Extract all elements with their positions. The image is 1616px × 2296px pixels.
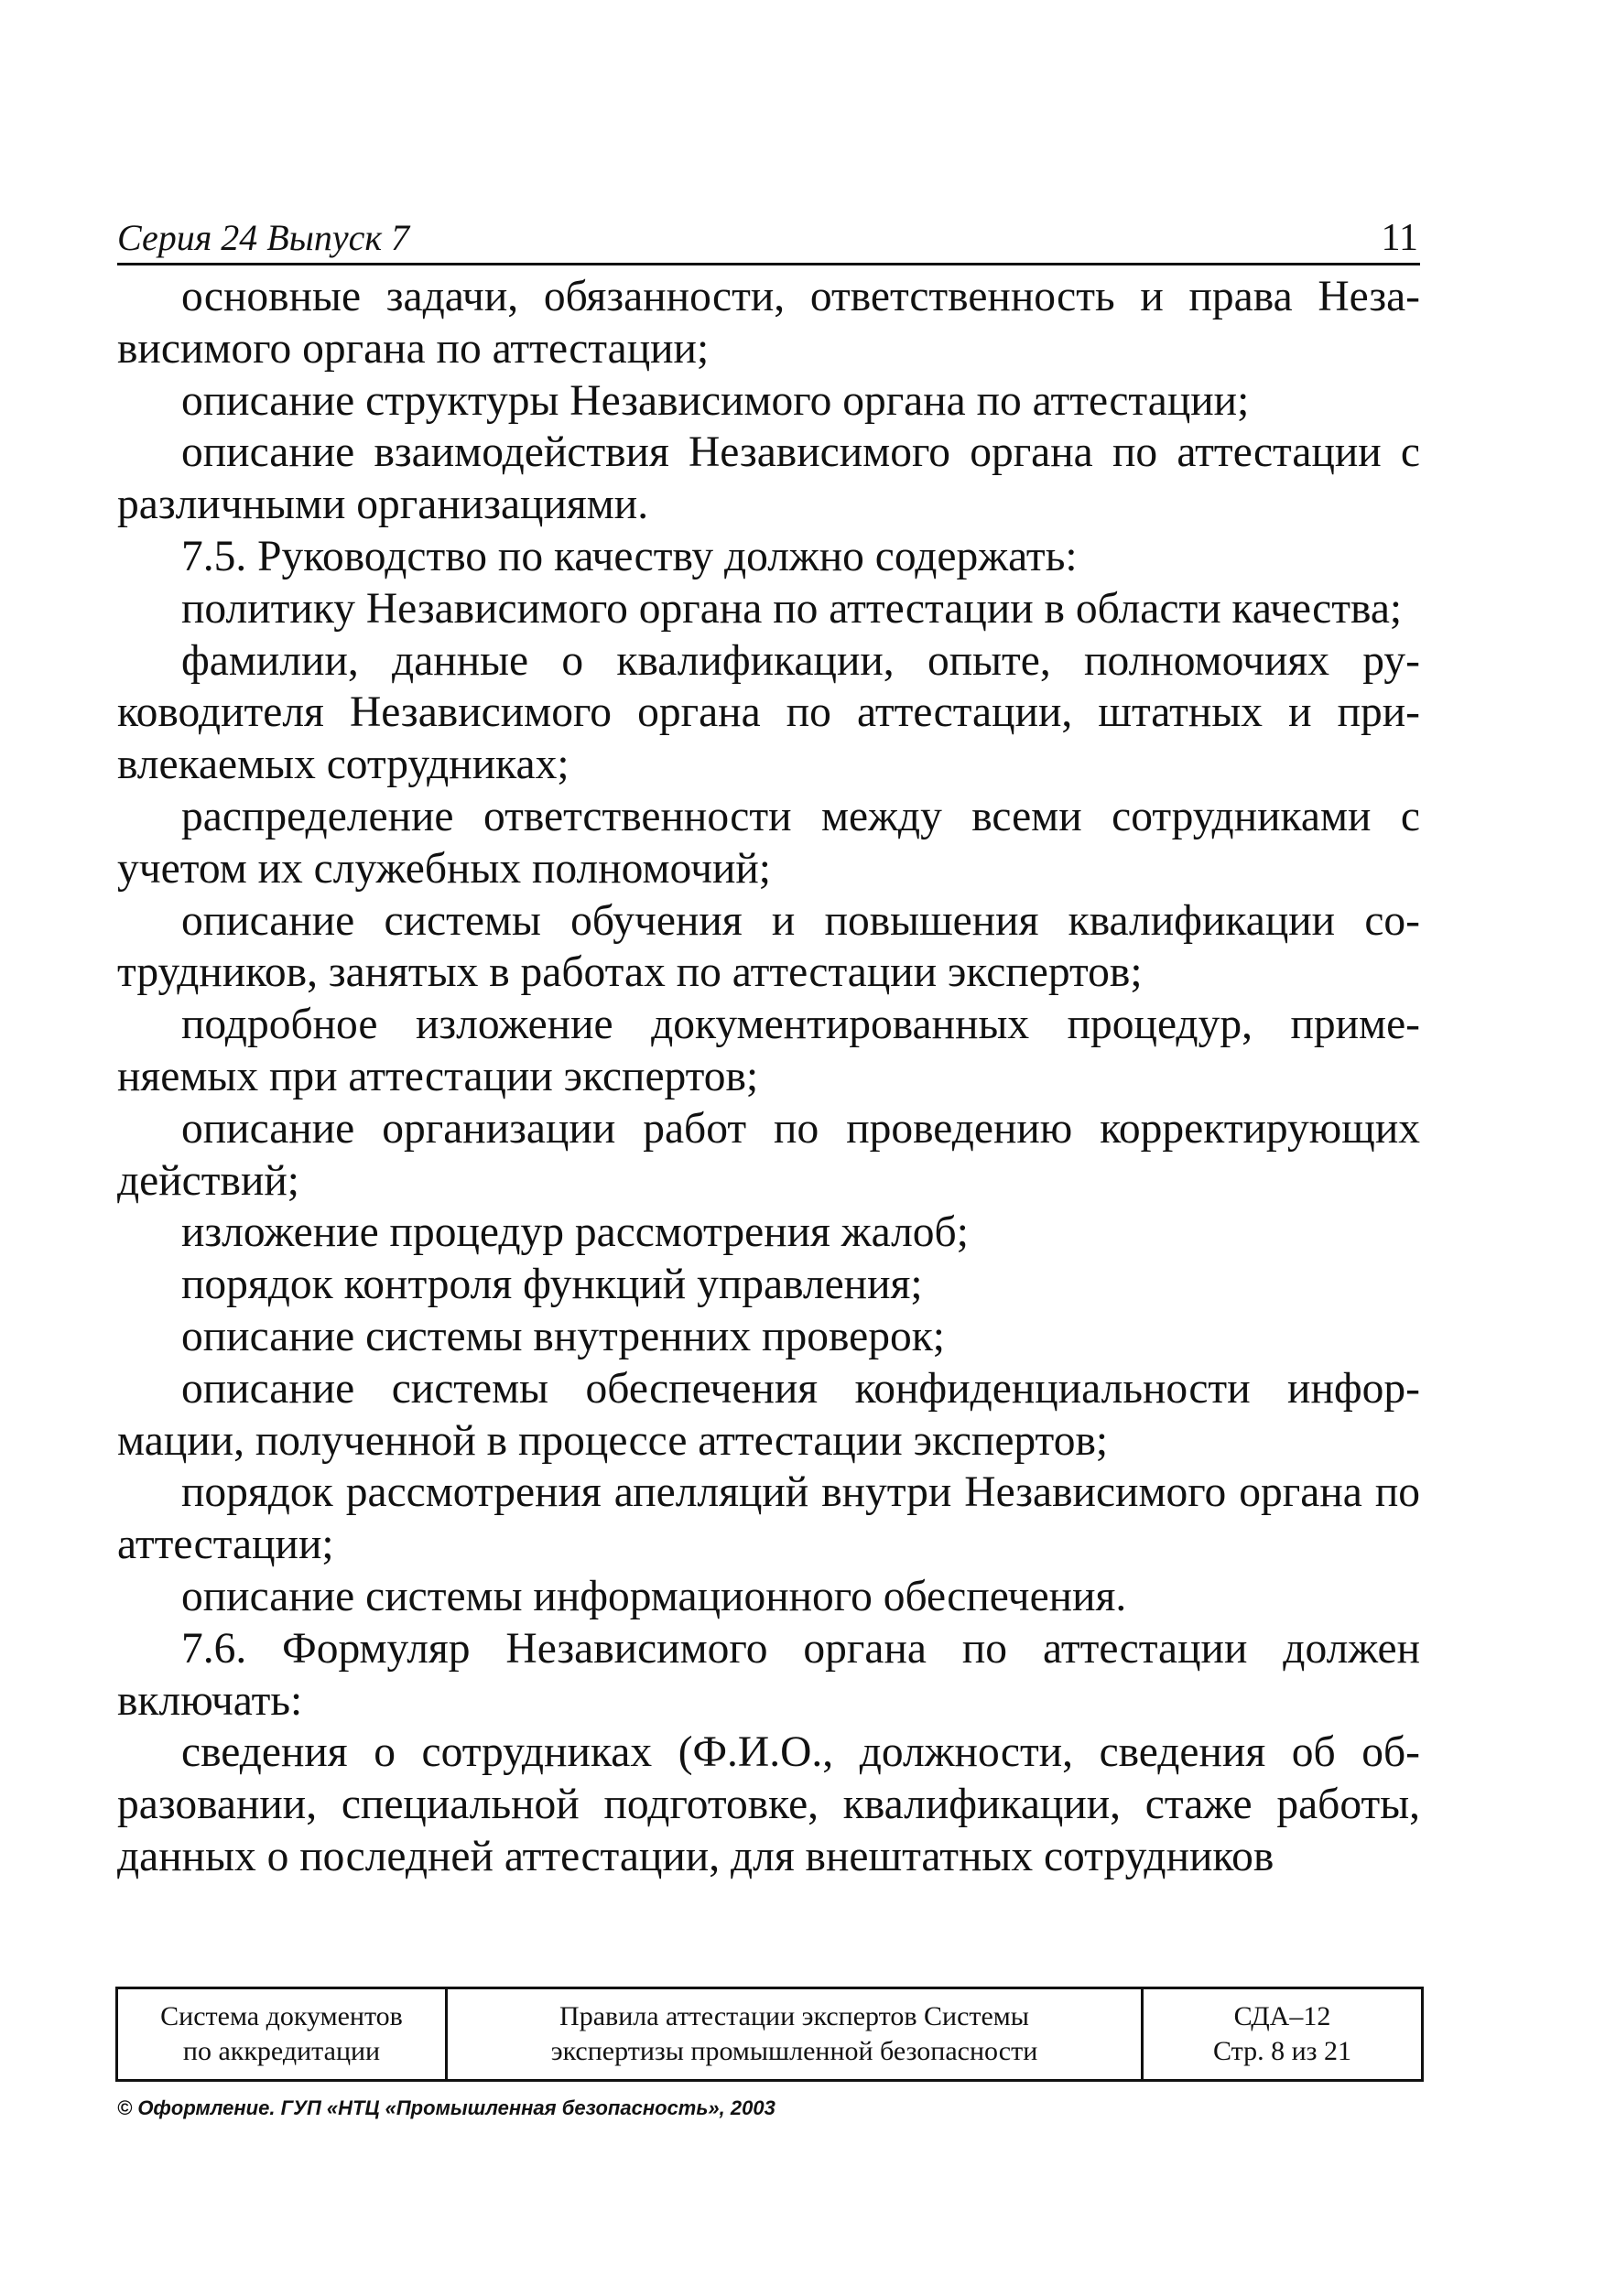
footer-system-line1: Система документов (160, 2001, 403, 2031)
paragraph: описание системы обучения и повышения квалификации сотрудников, занятых в работах по аттестации экспертов; (117, 896, 1420, 997)
document-footer-table (115, 1987, 1424, 2082)
footer-title-line1: Правила аттестации экспертов Системы (559, 2001, 1029, 2031)
paragraph: распределение ответственности между всеми сотрудниками с учетом их служебных полномочий; (117, 792, 1420, 893)
paragraph: политику Независимого органа по аттестации в области качества; (181, 584, 1403, 633)
page-number: 11 (1381, 217, 1418, 259)
copyright-notice: © Оформление. ГУП «НТЦ «Промышленная безопасность», 2003 (117, 2096, 775, 2119)
paragraph: порядок контроля функций управления; (181, 1261, 923, 1309)
series-title: Серия 24 Выпуск 7 (117, 217, 410, 258)
footer-page-count: Стр. 8 из 21 (1213, 2036, 1351, 2066)
paragraph: описание системы внутренних проверок; (181, 1312, 945, 1360)
paragraph: изложение процедур рассмотрения жалоб; (181, 1208, 969, 1257)
footer-system-line2: по аккредитации (182, 2036, 381, 2066)
section-heading-7-5: 7.5. Руководство по качеству должно содержать: (181, 532, 1078, 580)
paragraph: фамилии, данные о квалификации, опыте, полномочиях руководителя Независимого органа по аттестации, штатных и привлекаемых сотрудниках; (117, 636, 1420, 789)
paragraph: описание системы обеспечения конфиденциальности информации, полученной в процессе аттестации экспертов; (117, 1364, 1420, 1465)
section-heading-7-6: 7.6. Формуляр Независимого органа по аттестации должен включать: (117, 1624, 1420, 1725)
paragraph: описание структуры Независимого органа по аттестации; (181, 376, 1250, 425)
footer-title-line2: экспертизы промышленной безопасности (550, 2036, 1038, 2066)
footer-system-cell (117, 1988, 447, 2081)
paragraph: сведения о сотрудниках (Ф.И.О., должности, сведения об образовании, специальной подготовке, квалификации, стаже работы, данных о последней аттестации, для внештатных сотрудников (117, 1728, 1420, 1880)
running-header (117, 206, 1420, 265)
body-text (117, 271, 1420, 1883)
footer-doc-code: СДА–12 (1233, 2001, 1331, 2031)
paragraph: подробное изложение документированных процедур, применяемых при аттестации экспертов; (117, 1001, 1420, 1100)
paragraph: основные задачи, обязанности, ответственность и права Независимого органа по аттестации; (117, 273, 1420, 373)
paragraph: порядок рассмотрения апелляций внутри Независимого органа по аттестации; (117, 1468, 1420, 1569)
paragraph: описание системы информационного обеспечения. (181, 1572, 1127, 1620)
paragraph: описание взаимодействия Независимого органа по аттестации с различными организациями. (117, 428, 1420, 529)
footer-title-cell (447, 1988, 1143, 2081)
paragraph: описание организации работ по проведению корректирующих действий; (117, 1104, 1420, 1205)
footer-code-cell (1143, 1988, 1423, 2081)
